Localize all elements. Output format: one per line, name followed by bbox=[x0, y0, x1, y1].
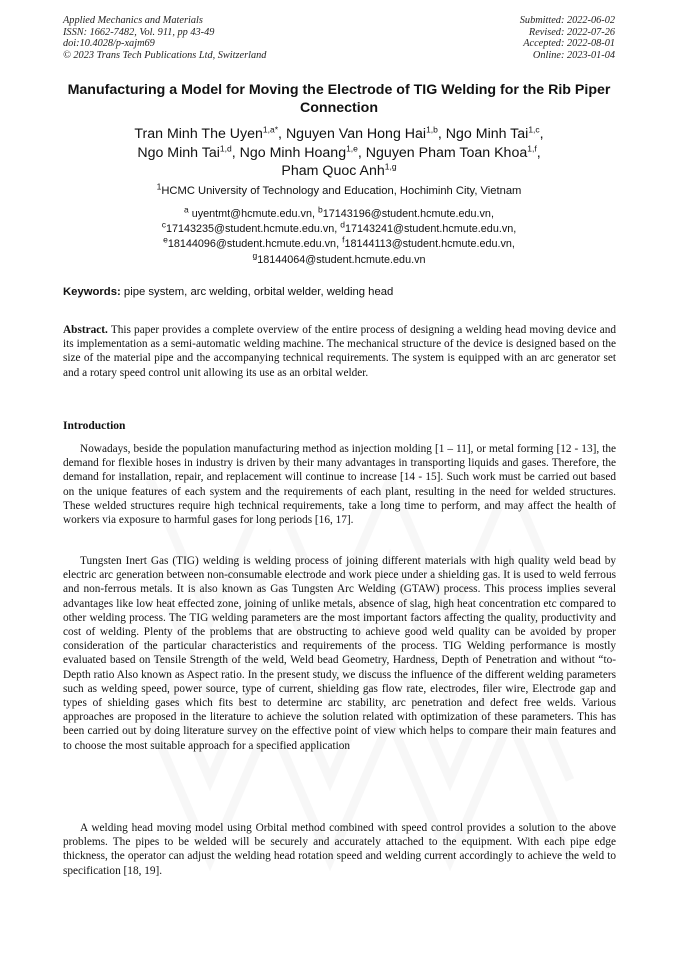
doi-line: doi:10.4028/p-xajm69 bbox=[63, 38, 155, 50]
email-list bbox=[60, 204, 618, 268]
email[interactable]: $^f$18144113@student.hcmute.edu.vn, bbox=[342, 234, 515, 251]
abstract-label: Abstract. bbox=[63, 324, 108, 336]
author: Nguyen Van Hong Hai$^{1,b}$, bbox=[285, 124, 446, 142]
paper-title: Manufacturing a Model for Moving the Electrode of TIG Welding for the Rib Piper Connection bbox=[67, 82, 611, 116]
email[interactable]: $^c$17143235@student.hcmute.edu.vn, bbox=[161, 219, 341, 236]
publication-dates bbox=[520, 15, 615, 61]
intro-paragraph-3: A welding head moving model using Orbital method combined with speed control provides a solution to the above problems. The pipes to be welded will be securely and accurately attached to the equipment. With each pipe edge thickness, the operator can adjust the welding head rotation speed and welding current accordingly to achieve the weld to specification [18, 19]. bbox=[63, 822, 616, 877]
author: Ngo Minh Tai$^{1,d}$, bbox=[137, 142, 240, 161]
issn-line: ISSN: 1662-7482, Vol. 911, pp 43-49 bbox=[63, 26, 215, 38]
email[interactable]: $^b$17143196@student.hcmute.edu.vn, bbox=[317, 204, 494, 220]
revised-date: Revised: 2022-07-26 bbox=[528, 26, 615, 38]
author: Nguyen Pham Toan Khoa$^{1,f}$, bbox=[365, 142, 541, 161]
keywords bbox=[63, 286, 393, 298]
intro-paragraph-2: Tungsten Inert Gas (TIG) welding is welding process of joining different materials with high quality weld bead by electric arc generation between non-consumable electrode and work piece under a shielding gas. It is used to weld ferrous and non-ferrous metals. It is also known as Gas Tungsten Arc Welding (GTAW) process. This process implies several advantages like low heat effected zone, joining of unlike metals, absence of slag, high heat concentration etc compared to other welding process. The TIG welding parameters are the most important factors affecting the quality, productivity and cost of welding. Plenty of the problems that are obstructing to achieve good weld quality can be avoided by proper consideration of the particular characteristics and requirements of the process. TIG Welding performance is mostly evaluated based on Tensile Strength of the weld, Weld bead Geometry, Hardness, Depth of Penetration and without “to-Depth ratio Also known as Aspect ratio. In the present study, we discuss the influence of the different welding parameters such as welding speed, power source, type of current, shielding gas flow rate, electrodes, filer wire, Electrode gap and types of shielding gases which fits best to determine arc stability, arc penetration and defect free welds. Various approaches are proposed in the literature to achieve the solution related with optimization of these parameters. This has been carried out by doing literature survey on the effective point of view which helps to compare their main features and to choose the most suitable approach for a specified application bbox=[63, 555, 616, 752]
author-list bbox=[60, 125, 618, 181]
author: Ngo Minh Hoang$^{1,e}$, bbox=[239, 142, 366, 161]
accepted-date: Accepted: 2022-08-01 bbox=[523, 38, 615, 50]
email[interactable]: $^a$ uyentmt@hcmute.edu.vn, bbox=[184, 204, 318, 220]
affiliation: $^1$HCMC University of Technology and Education, Hochiminh City, Vietnam bbox=[156, 181, 522, 197]
email[interactable]: $^e$18144096@student.hcmute.edu.vn, bbox=[163, 234, 343, 251]
submitted-date: Submitted: 2022-06-02 bbox=[519, 15, 615, 26]
intro-paragraph-1: Nowadays, beside the population manufacturing method as injection molding [1 – 11], or metal forming [12 - 13], the demand for flexible hoses in industry is driven by their many advantages in transporting liquids and gases. Therefore, the demand for installation, repair, and replacement will continue to increase [14 - 15]. Such work must be carried out based on the unique features of each system and the requirements of each plant, resulting in the need for welded structures. These welded structures require high technical requirements, take a long time to perform, and may affect the health of workers via exposure to harmful gases for long periods [16, 17]. bbox=[63, 443, 616, 527]
keywords-label: Keywords: bbox=[63, 286, 121, 298]
journal-name: Applied Mechanics and Materials bbox=[63, 15, 203, 26]
email[interactable]: $^d$17143241@student.hcmute.edu.vn, bbox=[340, 219, 517, 236]
author: Tran Minh The Uyen$^{1,a*}$, bbox=[134, 124, 286, 142]
online-date: Online: 2023-01-04 bbox=[532, 49, 615, 61]
journal-info bbox=[63, 15, 266, 61]
author: Pham Quoc Anh$^{1,g}$ bbox=[281, 161, 397, 179]
email[interactable]: $^g$18144064@student.hcmute.edu.vn bbox=[252, 250, 426, 266]
keywords-text: pipe system, arc welding, orbital welder, welding head bbox=[123, 286, 394, 298]
abstract bbox=[63, 323, 616, 380]
abstract-text: This paper provides a complete overview of the entire process of designing a welding head moving device and its implementation as a semi-automatic welding machine. The mechanical structure of the device is designed based on the size of the material pipe and the accompanying technical requirements. The system is equipped with an arc generator set and a rotary speed control unit allowing its use as an orbital welder. bbox=[63, 324, 617, 379]
section-heading: Introduction bbox=[63, 420, 126, 432]
copyright-line: © 2023 Trans Tech Publications Ltd, Switzerland bbox=[63, 49, 267, 61]
author: Ngo Minh Tai$^{1,c}$, bbox=[445, 124, 544, 142]
